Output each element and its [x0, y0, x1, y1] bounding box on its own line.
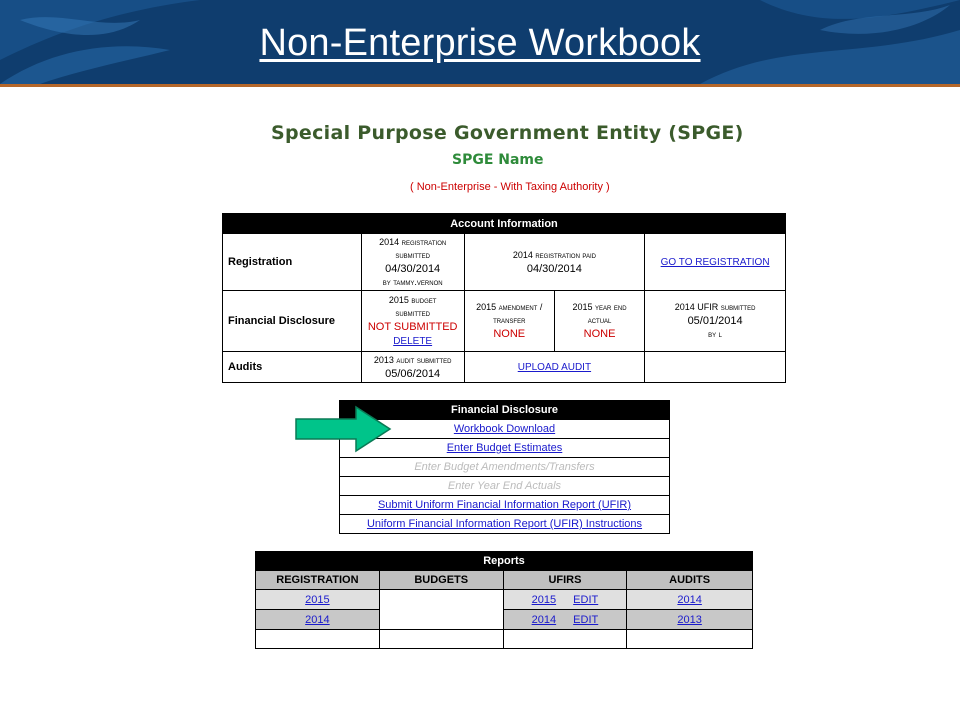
registration-paid-cell [464, 234, 645, 291]
amendment-label-2: transfer [493, 315, 526, 325]
reports-title: Reports [256, 552, 753, 571]
header-divider [0, 84, 960, 87]
ufir-submitted-date: 05/01/2014 [687, 315, 743, 327]
registration-submitted-label: 2014 registration [379, 236, 447, 247]
upload-audit-link[interactable]: UPLOAD AUDIT [517, 361, 592, 373]
ufir-instructions-link[interactable]: Uniform Financial Information Report (UFIR) Instructions [366, 518, 643, 530]
audits-row [223, 352, 786, 383]
audit-submitted-date: 05/06/2014 [385, 367, 441, 380]
yearend-cell [554, 291, 644, 351]
registration-label: Registration [223, 234, 362, 291]
budget-status: NOT SUBMITTED [367, 320, 458, 333]
reports-col-ufirs: UFIRS [503, 571, 627, 590]
yearend-label-2: actual [587, 315, 612, 325]
budgets-report-cell [379, 590, 503, 630]
budget-submitted-label-2: submitted [395, 307, 430, 318]
audit-report-link[interactable]: 2013 [677, 613, 702, 626]
budget-cell [361, 291, 464, 352]
submit-ufir-link[interactable]: Submit Uniform Financial Information Report (UFIR) [377, 499, 632, 511]
ufir-edit-link[interactable]: EDIT [573, 593, 599, 606]
header-banner [0, 0, 960, 84]
table-row-empty [256, 630, 753, 649]
audits-label: Audits [223, 352, 362, 383]
audit-report-link[interactable]: 2014 [677, 593, 702, 606]
financial-disclosure-menu-title: Financial Disclosure [340, 401, 670, 420]
amend-yearend-cell [464, 291, 645, 352]
reports-col-registration: REGISTRATION [256, 571, 380, 590]
reports-table [255, 551, 753, 649]
ufir-submitted-label: 2014 UFIR submitted [674, 302, 756, 312]
audits-empty-cell [645, 352, 786, 383]
budget-delete-link[interactable]: DELETE [393, 335, 433, 347]
registration-submitted-date: 04/30/2014 [385, 262, 441, 275]
entity-subtitle: ( Non-Enterprise - With Taxing Authority ) [410, 181, 610, 193]
enter-budget-estimates-link[interactable]: Enter Budget Estimates [446, 442, 563, 454]
registration-report-link[interactable]: 2015 [305, 593, 330, 606]
table-row [256, 590, 753, 610]
amendment-label: 2015 amendment / [476, 302, 543, 312]
registration-paid-label: 2014 registration paid [512, 249, 596, 260]
yearend-status: NONE [583, 328, 616, 340]
enter-budget-amendments-item: Enter Budget Amendments/Transfers [414, 461, 595, 473]
go-to-registration-cell [645, 234, 786, 291]
pointer-arrow-icon [294, 405, 394, 453]
registration-row [223, 234, 786, 291]
entity-name: SPGE Name [452, 152, 544, 168]
registration-report-link[interactable]: 2014 [305, 613, 330, 626]
registration-submitted-by: by tammy.vernon [382, 276, 443, 287]
registration-submitted-label-2: submitted [395, 249, 430, 260]
ufir-cell [645, 291, 786, 352]
registration-submitted-cell [361, 234, 464, 291]
table-row [256, 610, 753, 630]
audit-submitted-label: 2013 audit submitted [373, 354, 452, 365]
entity-heading: Special Purpose Government Entity (SPGE) [271, 122, 744, 144]
reports-col-budgets: BUDGETS [379, 571, 503, 590]
audit-submitted-cell [361, 352, 464, 383]
financial-disclosure-row [223, 291, 786, 352]
account-information-table [222, 213, 786, 383]
ufir-report-link[interactable]: 2015 [531, 593, 557, 606]
reports-col-audits: AUDITS [627, 571, 753, 590]
ufir-edit-link[interactable]: EDIT [573, 613, 599, 626]
yearend-label: 2015 year end [572, 302, 627, 312]
budget-submitted-label: 2015 budget [388, 294, 437, 305]
enter-year-end-actuals-item: Enter Year End Actuals [447, 480, 562, 492]
financial-disclosure-label: Financial Disclosure [223, 291, 362, 352]
amendment-cell [465, 291, 555, 351]
upload-audit-cell [464, 352, 645, 383]
account-information-title: Account Information [223, 214, 786, 234]
ufir-submitted-by: by l [708, 329, 723, 339]
registration-paid-date: 04/30/2014 [526, 262, 582, 275]
amendment-status: NONE [493, 328, 526, 340]
ufir-report-link[interactable]: 2014 [531, 613, 557, 626]
workbook-download-link[interactable]: Workbook Download [453, 423, 556, 435]
page-title: Non-Enterprise Workbook [259, 22, 701, 64]
go-to-registration-link[interactable]: GO TO REGISTRATION [660, 256, 770, 268]
